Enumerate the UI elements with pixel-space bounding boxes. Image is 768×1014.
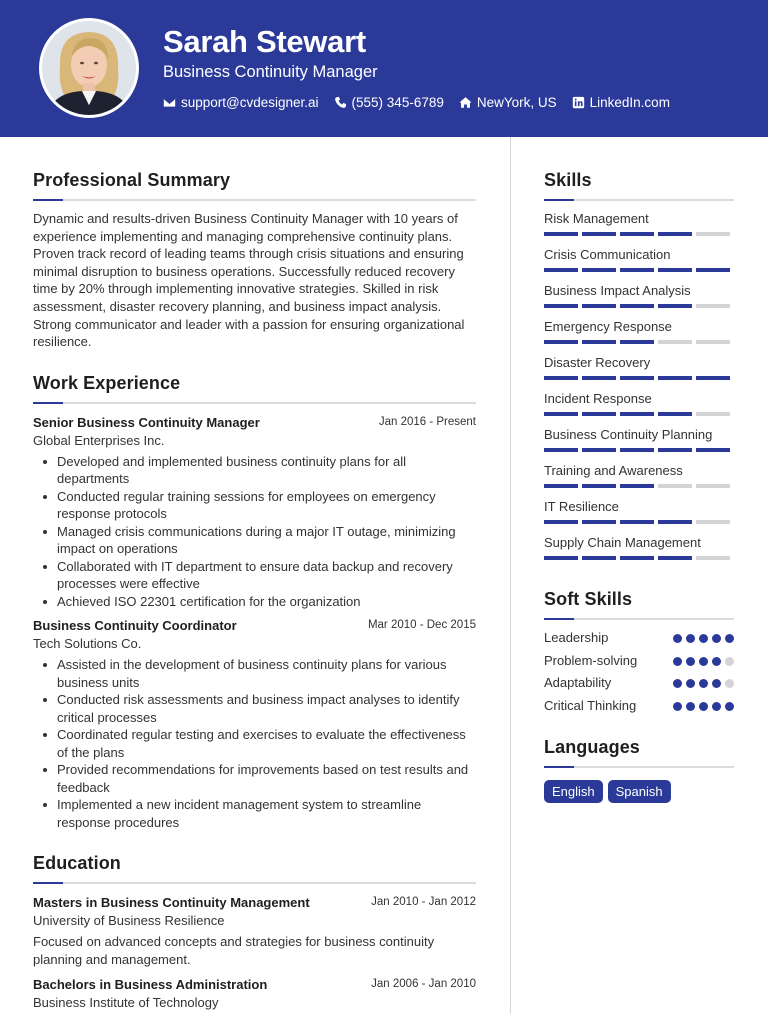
school-name: University of Business Resilience [33, 913, 225, 929]
list-item: Assisted in the development of business continuity plans for various business units [33, 656, 476, 691]
rating-dot [673, 634, 682, 643]
contact-email[interactable] [163, 95, 319, 110]
list-item: Coordinated regular testing and exercises to evaluate the effectiveness of the plans [33, 726, 476, 761]
skill-level-segment [582, 232, 616, 236]
skill-level-segment [544, 412, 578, 416]
envelope-icon [163, 96, 176, 109]
section-divider [544, 199, 734, 201]
skills-list [544, 211, 734, 560]
languages-section [544, 737, 734, 803]
experience-heading: Work Experience [33, 372, 181, 393]
rating-dot [699, 634, 708, 643]
rating-dot [725, 679, 734, 688]
skill-level-segment [696, 484, 730, 488]
skill-level-segment [658, 448, 692, 452]
job-entry [33, 415, 476, 611]
skill-level-segment [696, 520, 730, 524]
education-date: Jan 2006 - Jan 2010 [371, 978, 476, 991]
skill-name: Emergency Response [544, 319, 672, 334]
education-description: Focused on advanced concepts and strategies for business continuity planning and management. [33, 934, 435, 967]
avatar [42, 21, 136, 115]
contact-linkedin[interactable] [572, 95, 670, 110]
degree-title: Bachelors in Business Administration [33, 977, 268, 993]
skill-name: Supply Chain Management [544, 535, 701, 550]
contact-location [459, 95, 557, 110]
section-divider [33, 199, 476, 201]
skill-level-segment [658, 556, 692, 560]
soft-skill-item [544, 698, 734, 721]
contact-phone[interactable] [334, 95, 444, 110]
skill-level-segment [696, 268, 730, 272]
rating-dot [712, 634, 721, 643]
education-date: Jan 2010 - Jan 2012 [371, 896, 476, 909]
skill-level-segment [658, 268, 692, 272]
job-title: Senior Business Continuity Manager [33, 414, 260, 430]
skill-level-segment [620, 268, 654, 272]
soft-skill-rating [669, 657, 734, 666]
rating-dot [712, 702, 721, 711]
experience-section [33, 373, 476, 832]
section-divider [33, 882, 476, 884]
skill-level-segment [544, 268, 578, 272]
skill-level-segment [620, 304, 654, 308]
section-divider [544, 618, 734, 620]
school-name: Business Institute of Technology [33, 995, 219, 1011]
skill-level-segment [582, 412, 616, 416]
skills-heading: Skills [544, 170, 592, 190]
rating-dot [712, 679, 721, 688]
soft-skills-section [544, 589, 734, 720]
soft-skill-rating [669, 702, 734, 711]
job-title: Business Continuity Coordinator [33, 618, 237, 634]
soft-skill-item [544, 653, 734, 676]
rating-dot [725, 657, 734, 666]
list-item: Provided recommendations for improvements based on test results and feedback [33, 761, 476, 796]
rating-dot [699, 679, 708, 688]
language-tag: Spanish [608, 780, 671, 803]
list-item: Conducted risk assessments and business impact analyses to identify critical processes [33, 691, 476, 726]
skill-level-segment [544, 520, 578, 524]
skill-level-segment [544, 556, 578, 560]
rating-dot [725, 702, 734, 711]
rating-dot [686, 634, 695, 643]
degree-title: Masters in Business Continuity Management [33, 895, 310, 911]
home-icon [459, 96, 472, 109]
skill-level-segment [620, 448, 654, 452]
candidate-name: Sarah Stewart [163, 24, 366, 59]
skill-level-segment [620, 520, 654, 524]
education-entry [33, 895, 476, 968]
soft-skills-list [544, 630, 734, 720]
skill-level-segment [582, 376, 616, 380]
sidebar-column [544, 170, 734, 803]
skill-level-segment [658, 340, 692, 344]
skill-level-segment [620, 232, 654, 236]
rating-dot [699, 702, 708, 711]
skill-level-segment [582, 556, 616, 560]
languages-heading: Languages [544, 737, 640, 757]
soft-skill-name: Adaptability [544, 675, 612, 690]
skill-level-segment [696, 340, 730, 344]
skill-level-segment [658, 232, 692, 236]
soft-skill-name: Leadership [544, 630, 609, 645]
skill-level-segment [582, 268, 616, 272]
rating-dot [725, 634, 734, 643]
rating-dot [699, 657, 708, 666]
email-text: support@cvdesigner.ai [181, 95, 319, 110]
skill-level-segment [620, 484, 654, 488]
skill-level-bar [544, 304, 734, 308]
summary-text: Dynamic and results-driven Business Continuity Manager with 10 years of experience implementing and managing comprehensive continuity plans. Proven track record of leading teams through crisis situations and ensuring minimal disruption to business operations. Successfully reduced recovery time by 20% through implementing innovative strategies. Skilled in risk assessment, disaster recovery planning, and business impact analysis. Strong communicator and leader with a passion for ensuring organizational resilience. [33, 211, 465, 350]
skill-level-segment [544, 376, 578, 380]
job-date: Mar 2010 - Dec 2015 [367, 619, 476, 632]
rating-dot [673, 657, 682, 666]
skill-level-segment [620, 556, 654, 560]
list-item: Achieved ISO 22301 certification for the organization [33, 593, 476, 611]
profile-photo [39, 18, 139, 118]
skill-level-bar [544, 520, 734, 524]
job-entry [33, 618, 476, 831]
skill-name: Incident Response [544, 391, 652, 406]
list-item: Implemented a new incident management system to streamline response procedures [33, 796, 476, 831]
skill-level-segment [658, 376, 692, 380]
job-bullets [33, 453, 476, 611]
skill-item [544, 211, 734, 236]
skill-name: Risk Management [544, 211, 649, 226]
job-company: Tech Solutions Co. [33, 636, 142, 652]
skill-level-segment [620, 340, 654, 344]
skill-item [544, 355, 734, 380]
skill-item [544, 535, 734, 560]
skills-section [544, 170, 734, 560]
skill-name: Crisis Communication [544, 247, 671, 262]
rating-dot [686, 657, 695, 666]
soft-skill-item [544, 675, 734, 698]
job-bullets [33, 656, 476, 831]
linkedin-icon [572, 96, 585, 109]
list-item: Developed and implemented business continuity plans for all departments [33, 453, 476, 488]
skill-item [544, 463, 734, 488]
skill-level-segment [582, 520, 616, 524]
skill-level-bar [544, 448, 734, 452]
education-heading: Education [33, 853, 121, 874]
column-divider [510, 137, 511, 1014]
resume-header [0, 0, 768, 137]
candidate-role: Business Continuity Manager [163, 63, 378, 81]
skill-name: Disaster Recovery [544, 355, 651, 370]
skill-level-segment [582, 304, 616, 308]
skill-level-segment [658, 412, 692, 416]
skill-level-segment [544, 448, 578, 452]
rating-dot [712, 657, 721, 666]
job-company: Global Enterprises Inc. [33, 432, 165, 448]
phone-text: (555) 345-6789 [351, 95, 444, 110]
skill-level-bar [544, 268, 734, 272]
skill-item [544, 427, 734, 452]
rating-dot [686, 679, 695, 688]
skill-level-segment [696, 556, 730, 560]
rating-dot [673, 679, 682, 688]
list-item: Managed crisis communications during a major IT outage, minimizing impact on operations [33, 523, 476, 558]
skill-level-bar [544, 340, 734, 344]
language-tags [544, 780, 734, 803]
skill-level-segment [582, 340, 616, 344]
main-column [33, 170, 476, 1010]
skill-name: Business Continuity Planning [544, 427, 713, 442]
skill-level-segment [544, 484, 578, 488]
soft-skill-name: Problem-solving [544, 652, 638, 668]
skill-level-segment [696, 232, 730, 236]
section-divider [544, 766, 734, 768]
skill-level-segment [544, 304, 578, 308]
skill-level-bar [544, 412, 734, 416]
skill-level-bar [544, 484, 734, 488]
skill-level-segment [582, 484, 616, 488]
soft-skill-name: Critical Thinking [544, 697, 637, 713]
skill-level-segment [620, 412, 654, 416]
skill-item [544, 319, 734, 344]
skill-level-segment [696, 376, 730, 380]
skill-level-bar [544, 556, 734, 560]
skill-name: Training and Awareness [544, 463, 683, 478]
location-text: NewYork, US [476, 95, 557, 110]
summary-section [33, 170, 476, 351]
rating-dot [686, 702, 695, 711]
skill-level-segment [658, 304, 692, 308]
section-divider [33, 402, 476, 404]
phone-icon [334, 96, 347, 109]
skill-item [544, 283, 734, 308]
skill-item [544, 391, 734, 416]
education-section [33, 853, 476, 1010]
rating-dot [673, 702, 682, 711]
contact-info [163, 95, 685, 110]
skill-level-bar [544, 376, 734, 380]
skill-item [544, 247, 734, 272]
list-item: Conducted regular training sessions for employees on emergency response protocols [33, 488, 476, 523]
skill-level-segment [696, 304, 730, 308]
list-item: Collaborated with IT department to ensure data backup and recovery processes were effective [33, 558, 476, 593]
education-entry [33, 977, 476, 1010]
skill-name: IT Resilience [544, 499, 619, 514]
skill-level-segment [544, 340, 578, 344]
skill-level-bar [544, 232, 734, 236]
skill-level-segment [696, 448, 730, 452]
soft-skills-heading: Soft Skills [544, 589, 633, 609]
linkedin-text: LinkedIn.com [589, 95, 670, 110]
skill-name: Business Impact Analysis [544, 283, 691, 298]
skill-level-segment [696, 412, 730, 416]
skill-level-segment [544, 232, 578, 236]
soft-skill-item [544, 630, 734, 653]
skill-level-segment [658, 484, 692, 488]
language-tag: English [544, 780, 603, 803]
soft-skill-rating [669, 634, 734, 643]
skill-level-segment [582, 448, 616, 452]
job-date: Jan 2016 - Present [378, 415, 476, 428]
skill-level-segment [658, 520, 692, 524]
skill-level-segment [620, 376, 654, 380]
skill-item [544, 499, 734, 524]
soft-skill-rating [669, 679, 734, 688]
summary-heading: Professional Summary [33, 170, 231, 190]
